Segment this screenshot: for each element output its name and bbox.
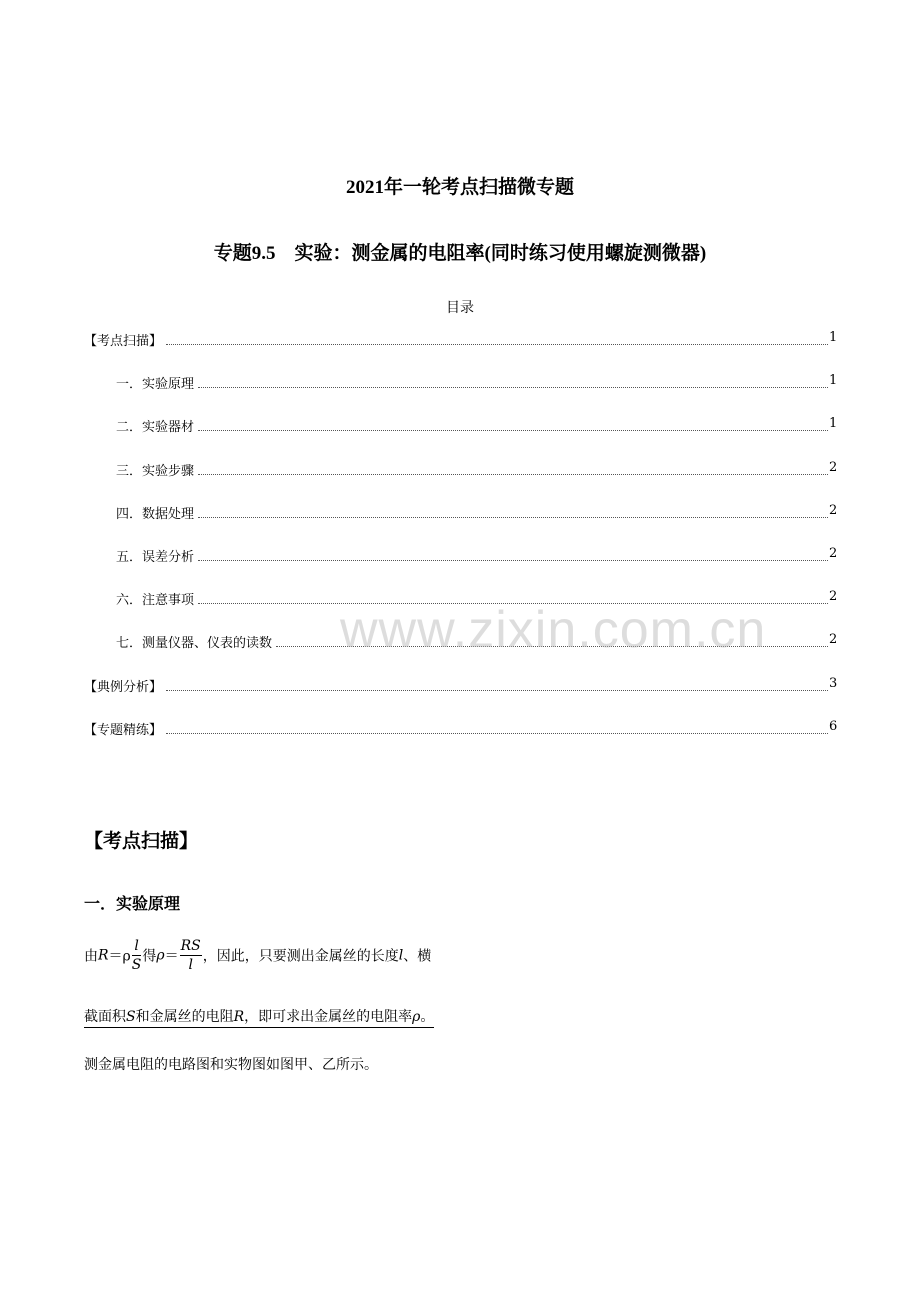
var-rho: ρ: [156, 947, 165, 964]
toc-leader-dots: [198, 517, 828, 518]
toc-entry-page: 2: [829, 546, 838, 561]
denominator: l: [188, 957, 193, 973]
toc-entry-page: 2: [829, 460, 838, 475]
watermark: www.zixin.com.cn: [340, 601, 767, 659]
toc-entry-page: 1: [829, 373, 838, 388]
numerator: RS: [180, 938, 201, 954]
toc-entry-label: 一．实验原理: [116, 373, 198, 392]
toc-leader-dots: [198, 474, 828, 475]
text: ＝: [164, 948, 179, 965]
toc-entry-page: 2: [829, 632, 838, 647]
toc-entry[interactable]: [0, 676, 920, 696]
text: ，因此，只要测出金属丝的长度: [202, 948, 399, 965]
var-rho: ρ: [412, 1009, 421, 1025]
toc-entry[interactable]: [0, 460, 920, 480]
toc-entry-page: 6: [829, 719, 838, 734]
fraction-l-over-S: [132, 937, 142, 974]
text: ＝ρ: [108, 948, 131, 965]
toc-leader-dots: [166, 733, 828, 734]
document-title: 2021年一轮考点扫描微专题: [345, 177, 574, 198]
text: 得: [142, 948, 157, 965]
toc-entry[interactable]: [0, 416, 920, 436]
toc-entry[interactable]: [0, 373, 920, 393]
toc-entry-label: 【专题精练】: [84, 719, 166, 738]
var-R: R: [233, 1009, 245, 1025]
toc-entry-page: 3: [829, 676, 838, 691]
toc-entry-page: 1: [829, 330, 838, 345]
body-paragraph: 测金属电阻的电路图和实物图如图甲、乙所示。: [84, 1057, 378, 1073]
var-l: l: [398, 947, 404, 964]
toc-entry[interactable]: [0, 546, 920, 566]
toc-entry-label: 七．测量仪器、仪表的读数: [116, 632, 276, 651]
fraction-RS-over-l: [180, 937, 202, 974]
toc-entry-label: 六．注意事项: [116, 589, 198, 608]
toc-entry-label: 【考点扫描】: [84, 330, 166, 349]
underlined-sentence: [84, 1006, 434, 1028]
toc-leader-dots: [198, 560, 828, 561]
var-R: R: [98, 947, 109, 964]
text: 、横: [403, 948, 432, 965]
toc-entry-label: 【典例分析】: [84, 676, 166, 695]
toc-leader-dots: [166, 344, 828, 345]
section-heading: 【考点扫描】: [84, 830, 199, 852]
toc-entry-label: 二．实验器材: [116, 416, 198, 435]
numerator: l: [132, 937, 142, 956]
toc-entry-label: 五．误差分析: [116, 546, 198, 565]
toc-entry-label: 三．实验步骤: [116, 460, 198, 479]
toc-entry-page: 1: [829, 416, 838, 431]
toc-leader-dots: [198, 430, 828, 431]
text: 由: [84, 948, 98, 965]
toc-heading: 目录: [446, 300, 474, 316]
denominator: S: [131, 957, 142, 973]
subsection-heading: 一．实验原理: [84, 894, 181, 913]
text: 和金属丝的电阻: [135, 1009, 234, 1025]
toc-entry-label: 四．数据处理: [116, 503, 198, 522]
topic-title: 专题9.5 实验：测金属的电阻率(同时练习使用螺旋测微器): [213, 243, 707, 264]
toc-leader-dots: [198, 387, 828, 388]
formula-paragraph: [84, 937, 431, 981]
text: ，即可求出金属丝的电阻率: [244, 1009, 413, 1025]
toc-leader-dots: [166, 690, 828, 691]
toc-entry[interactable]: [0, 719, 920, 739]
toc-entry[interactable]: [0, 330, 920, 350]
text: 。: [420, 1009, 435, 1025]
toc-entry[interactable]: [0, 503, 920, 523]
var-S: S: [126, 1009, 136, 1025]
toc-entry-page: 2: [829, 503, 838, 518]
text: 截面积: [84, 1009, 126, 1025]
toc-entry-page: 2: [829, 589, 838, 604]
